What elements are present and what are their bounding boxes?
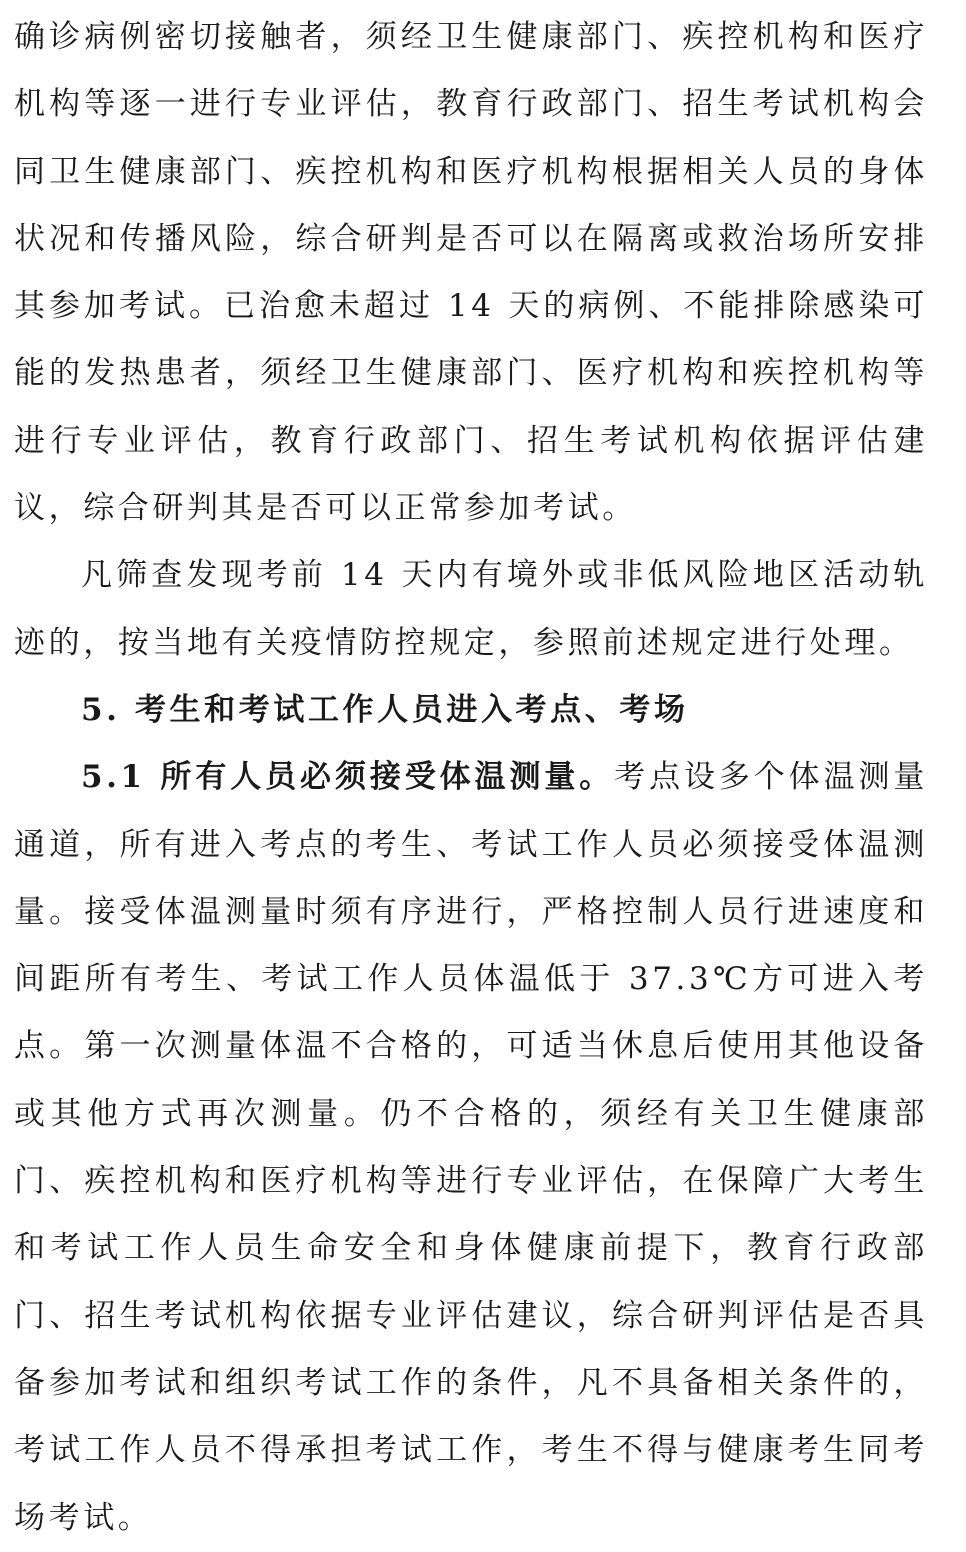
subsection-5-1-title: 5.1 所有人员必须接受体温测量。 <box>81 759 615 796</box>
document-page <box>14 4 928 1552</box>
paragraph-close-contacts: 确诊病例密切接触者，须经卫生健康部门、疾控机构和医疗机构等逐一进行专业评估，教育行政部门、招生考试机构会同卫生健康部门、疾控机构和医疗机构根据相关人员的身体状况和传播风险，综合研判是否可以在隔离或救治场所安排其参加考试。已治愈未超过 14 天的病例、不能排除感染可能的发热患者，须经卫生健康部门、医疗机构和疾控机构等进行专业评估，教育行政部门、招生考试机构依据评估建议，综合研判其是否可以正常参加考试。 <box>14 19 928 527</box>
section-5-heading: 5. 考生和考试工作人员进入考点、考场 <box>81 691 689 728</box>
subsection-5-1-body: 考点设多个体温测量通道，所有进入考点的考生、考试工作人员必须接受体温测量。接受体温测量时须有序进行，严格控制人员行进速度和间距所有考生、考试工作人员体温低于 37.3℃方可进入考点。第一次测量体温不合格的，可适当休息后使用其他设备或其他方式再次测量。仍不合格的，须经有关卫生健康部门、疾控机构和医疗机构等进行专业评估，在保障广大考生和考试工作人员生命安全和身体健康前提下，教育行政部门、招生考试机构依据专业评估建议，综合研判评估是否具备参加考试和组织考试工作的条件，凡不具备相关条件的，考试工作人员不得承担考试工作，考生不得与健康考生同考场考试。 <box>14 759 928 1536</box>
paragraph-screening: 凡筛查发现考前 14 天内有境外或非低风险地区活动轨迹的，按当地有关疫情防控规定，参照前述规定进行处理。 <box>14 557 928 661</box>
paragraph-5-1 <box>14 744 928 1552</box>
